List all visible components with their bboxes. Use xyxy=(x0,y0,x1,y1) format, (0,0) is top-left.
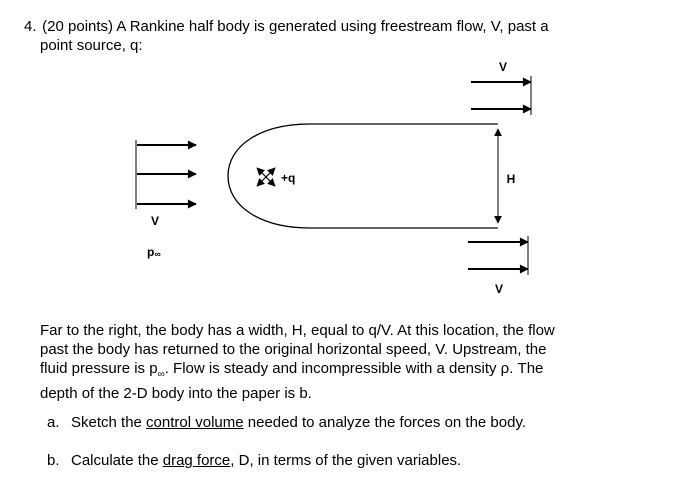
part-a-underlined: control volume xyxy=(146,414,244,431)
width-label: H xyxy=(506,172,516,186)
point-source-icon xyxy=(257,168,275,186)
paragraph-line-2: past the body has returned to the original horizontal speed, V. Upstream, the xyxy=(40,341,547,358)
question-number: 4. xyxy=(24,18,37,35)
paragraph-line-3-a: fluid pressure is p xyxy=(40,360,158,377)
paragraph-line-1: Far to the right, the body has a width, H, equal to q/V. At this location, the flow xyxy=(40,322,555,339)
part-b-underlined: drag force xyxy=(162,452,231,469)
part-b xyxy=(47,451,461,470)
freestream-label-left: V xyxy=(150,214,160,228)
question-line-2: point source, q: xyxy=(40,37,143,54)
paragraph-line-3-sub: ∞ xyxy=(157,369,165,380)
velocity-label-bottom: V xyxy=(494,282,504,296)
problem-paragraph xyxy=(40,321,640,403)
paragraph-line-4: depth of the 2-D body into the paper is b. xyxy=(40,385,312,402)
paragraph-line-3 xyxy=(40,359,640,384)
part-b-text-after: , D, in terms of the given variables. xyxy=(230,452,462,469)
velocity-label-top: V xyxy=(498,60,508,74)
freestream-arrows-left xyxy=(136,140,196,209)
source-label: +q xyxy=(281,171,296,185)
paragraph-line-3-b: . Flow is steady and incompressible with a density ρ. The xyxy=(164,360,544,377)
pressure-label xyxy=(147,245,161,259)
pressure-symbol: p xyxy=(147,245,155,259)
part-a-text-before: Sketch the xyxy=(71,414,147,431)
part-b-label: b. xyxy=(47,452,60,469)
pressure-subscript: ∞ xyxy=(154,249,161,259)
part-a-text-after: needed to analyze the forces on the body. xyxy=(243,414,527,431)
part-b-text-before: Calculate the xyxy=(71,452,163,469)
part-a-label: a. xyxy=(47,414,60,431)
question-text-1: (20 points) A Rankine half body is generated using freestream flow, V, past a xyxy=(42,18,549,35)
part-a xyxy=(47,413,526,432)
half-body-outline xyxy=(228,124,498,228)
